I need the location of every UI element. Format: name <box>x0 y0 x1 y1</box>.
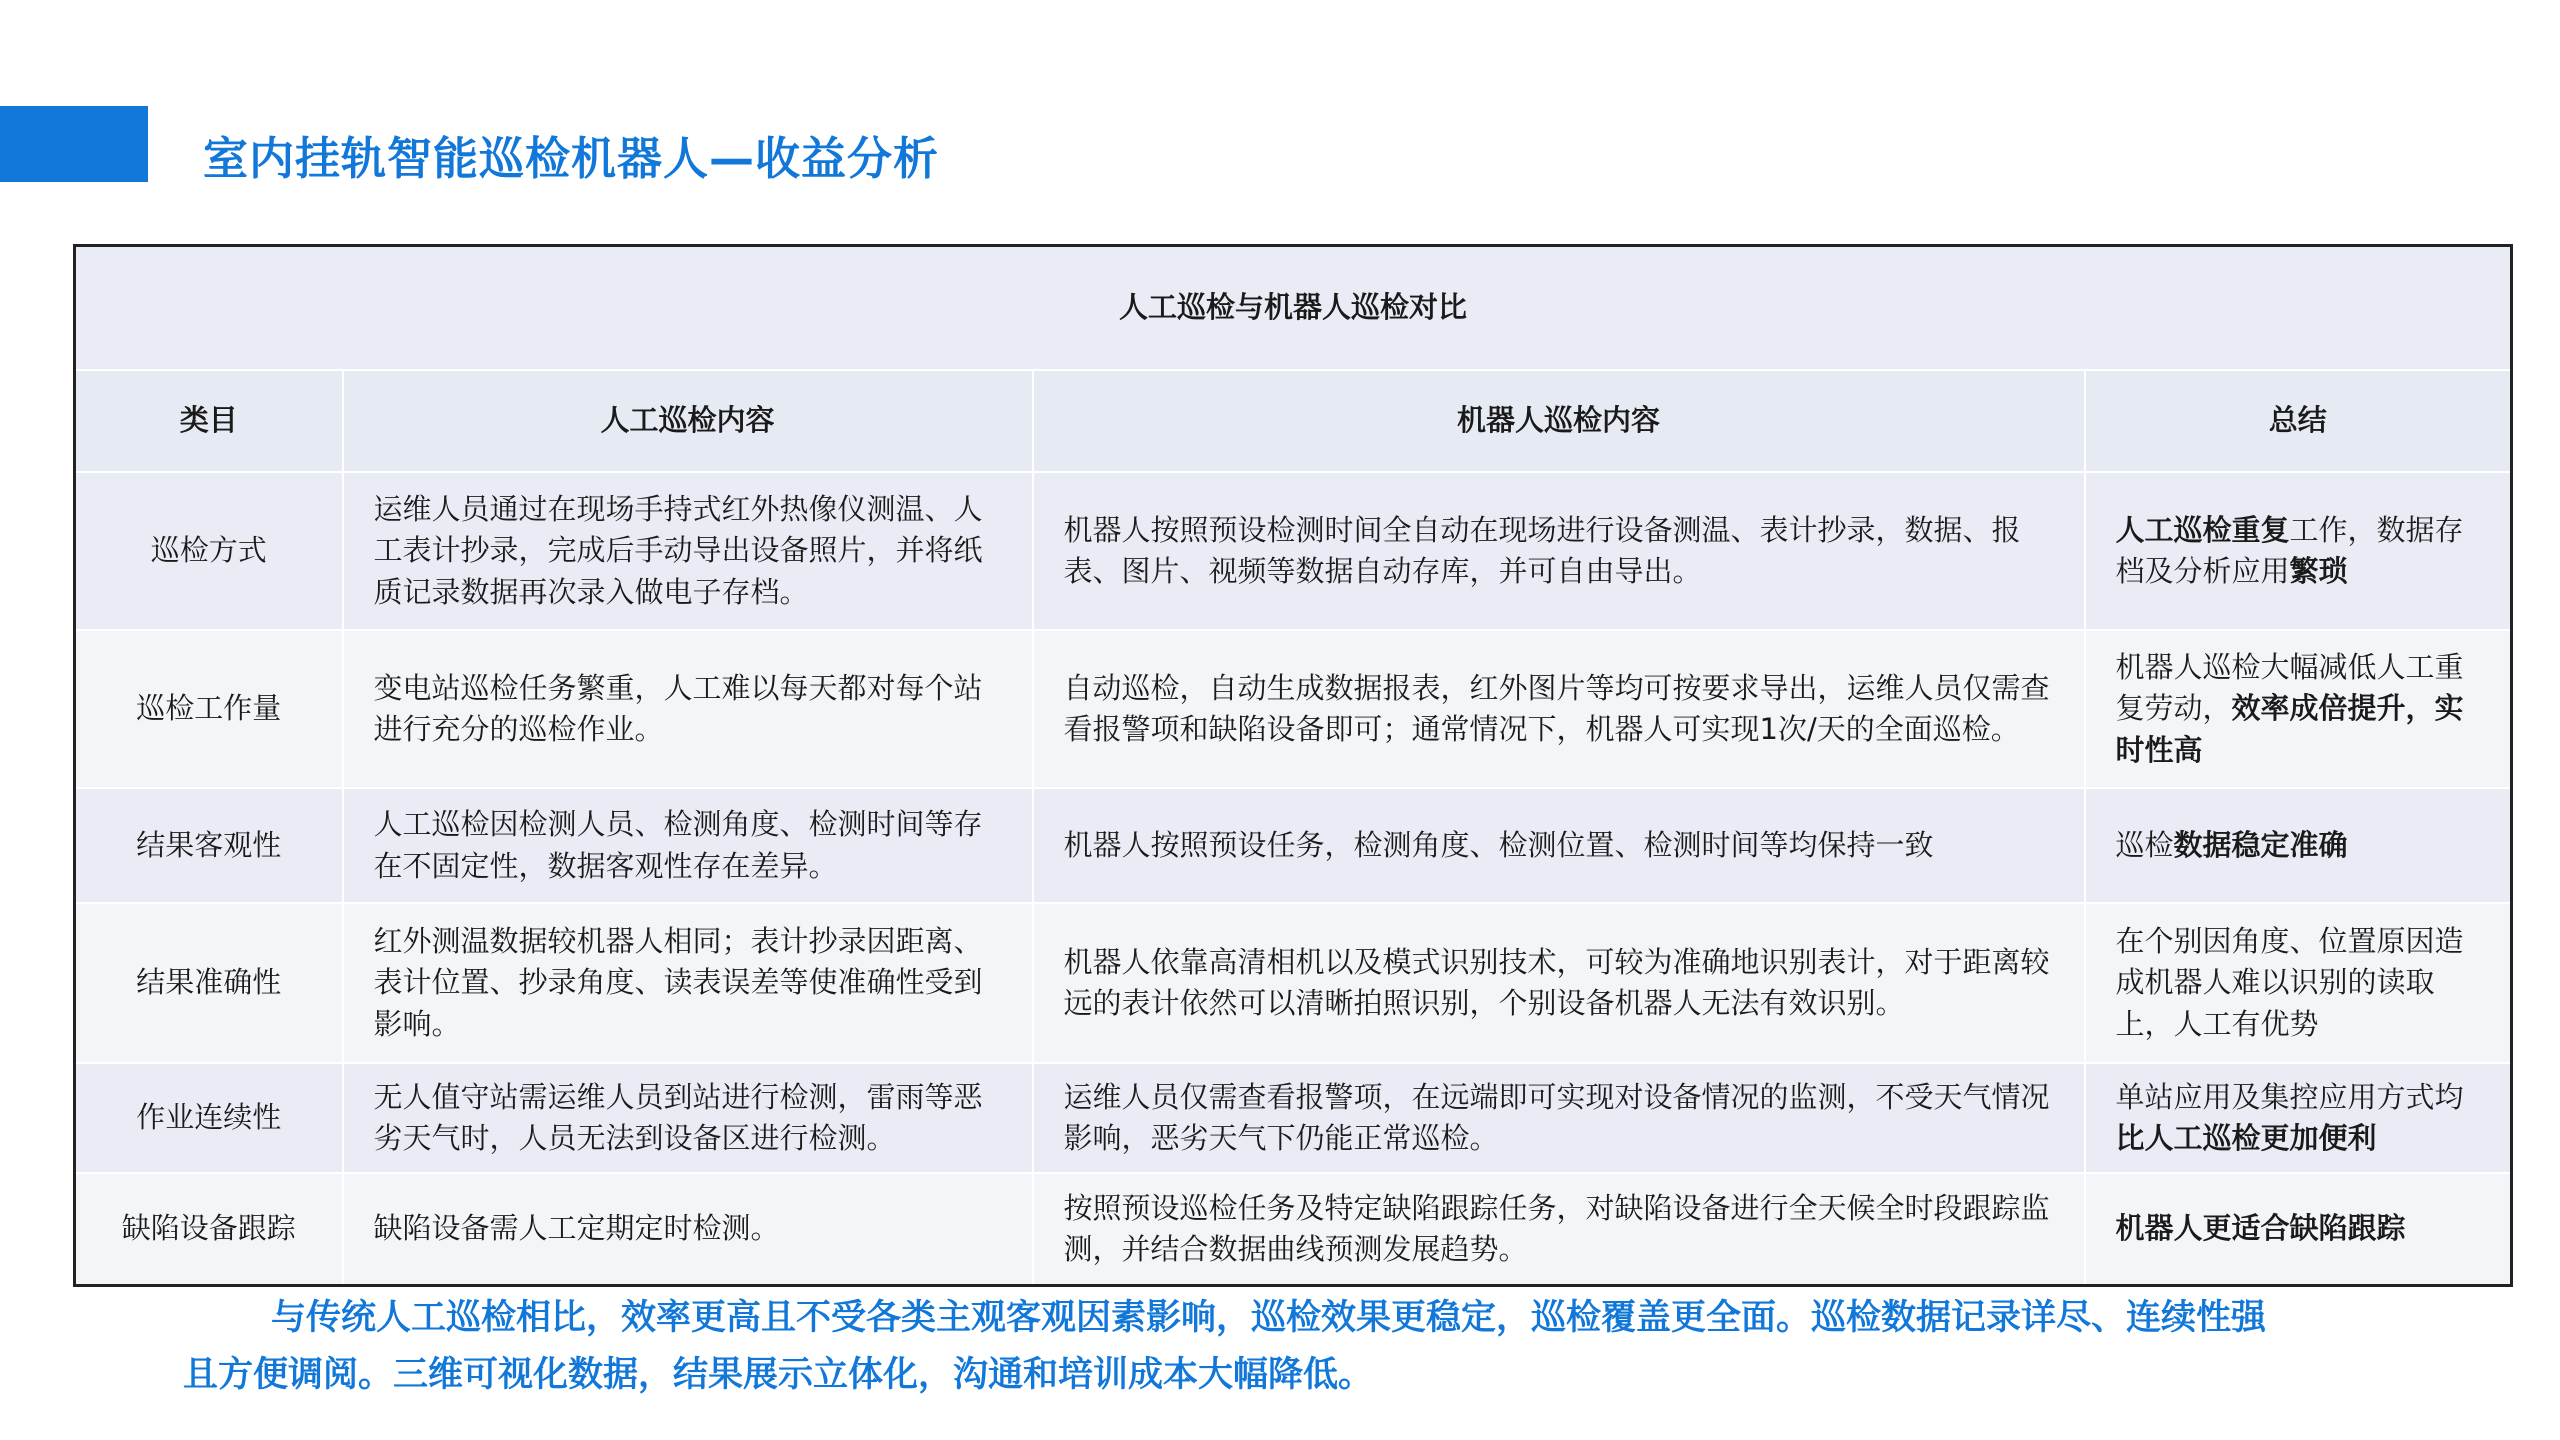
table-body <box>75 472 2512 1285</box>
row-summary <box>2085 1063 2512 1173</box>
summary-text: 单站应用及集控应用方式均 <box>2115 1079 2464 1114</box>
row-manual-content: 缺陷设备需人工定期定时检测。 <box>343 1173 1033 1285</box>
conclusion-line-1: 与传统人工巡检相比，效率更高且不受各类主观客观因素影响，巡检效果更稳定，巡检覆盖更全面。巡检数据记录详尽、连续性强 <box>271 1298 2267 1338</box>
header-manual: 人工巡检内容 <box>343 370 1033 472</box>
summary-emphasis: 繁琐 <box>2289 554 2348 588</box>
comparison-table <box>73 244 2513 1287</box>
table-row <box>75 630 2512 788</box>
header-summary: 总结 <box>2085 370 2512 472</box>
table-row <box>75 788 2512 903</box>
row-robot-content: 机器人按照预设检测时间全自动在现场进行设备测温、表计抄录，数据、报表、图片、视频等数据自动存库，并可自由导出。 <box>1033 472 2085 630</box>
summary-emphasis: 数据稳定准确 <box>2173 827 2348 862</box>
row-category: 巡检工作量 <box>75 630 343 788</box>
summary-emphasis: 比人工巡检更加便利 <box>2115 1121 2377 1155</box>
summary-text: 机器人巡检大幅减低人工重复劳动， <box>2115 650 2464 726</box>
header-robot: 机器人巡检内容 <box>1033 370 2085 472</box>
row-category: 作业连续性 <box>75 1063 343 1173</box>
summary-text: 工作，数据存档及分析应用 <box>2115 512 2464 588</box>
row-manual-content: 无人值守站需运维人员到站进行检测，雷雨等恶劣天气时，人员无法到设备区进行检测。 <box>343 1063 1033 1173</box>
row-category: 巡检方式 <box>75 472 343 630</box>
row-summary <box>2085 472 2512 630</box>
row-robot-content: 按照预设巡检任务及特定缺陷跟踪任务，对缺陷设备进行全天候全时段跟踪监测，并结合数据曲线预测发展趋势。 <box>1033 1173 2085 1285</box>
table-row <box>75 1173 2512 1285</box>
row-robot-content: 自动巡检，自动生成数据报表，红外图片等均可按要求导出，运维人员仅需查看报警项和缺陷设备即可；通常情况下，机器人可实现1次/天的全面巡检。 <box>1033 630 2085 788</box>
row-manual-content: 红外测温数据较机器人相同；表计抄录因距离、表计位置、抄录角度、读表误差等使准确性受到影响。 <box>343 903 1033 1063</box>
summary-emphasis: 机器人更适合缺陷跟踪 <box>2115 1211 2406 1246</box>
row-summary <box>2085 788 2512 903</box>
summary-text: 巡检 <box>2115 827 2174 862</box>
summary-emphasis: 人工巡检重复 <box>2115 512 2290 547</box>
header-category: 类目 <box>75 370 343 472</box>
row-manual-content: 运维人员通过在现场手持式红外热像仪测温、人工表计抄录，完成后手动导出设备照片，并将纸质记录数据再次录入做电子存档。 <box>343 472 1033 630</box>
row-summary <box>2085 1173 2512 1285</box>
row-category: 缺陷设备跟踪 <box>75 1173 343 1285</box>
row-manual-content: 人工巡检因检测人员、检测角度、检测时间等存在不固定性，数据客观性存在差异。 <box>343 788 1033 903</box>
page-title: 室内挂轨智能巡检机器人—收益分析 <box>203 132 940 185</box>
table-row <box>75 472 2512 630</box>
table-row <box>75 903 2512 1063</box>
row-category: 结果准确性 <box>75 903 343 1063</box>
row-manual-content: 变电站巡检任务繁重，人工难以每天都对每个站进行充分的巡检作业。 <box>343 630 1033 788</box>
summary-text: 在个别因角度、位置原因造成机器人难以识别的读取上，人工有优势 <box>2115 924 2464 1041</box>
row-robot-content: 机器人按照预设任务，检测角度、检测位置、检测时间等均保持一致 <box>1033 788 2085 903</box>
table-caption: 人工巡检与机器人巡检对比 <box>75 246 2512 371</box>
row-category: 结果客观性 <box>75 788 343 903</box>
table-caption-row <box>75 246 2512 371</box>
row-robot-content: 机器人依靠高清相机以及模式识别技术，可较为准确地识别表计，对于距离较远的表计依然可以清晰拍照识别，个别设备机器人无法有效识别。 <box>1033 903 2085 1063</box>
summary-emphasis: 效率成倍提升，实时性高 <box>2115 691 2464 767</box>
table-header-row <box>75 370 2512 472</box>
conclusion-line-2: 且方便调阅。三维可视化数据，结果展示立体化，沟通和培训成本大幅降低。 <box>183 1355 1374 1395</box>
table-row <box>75 1063 2512 1173</box>
title-accent-bar <box>0 106 148 182</box>
row-summary <box>2085 903 2512 1063</box>
row-robot-content: 运维人员仅需查看报警项，在远端即可实现对设备情况的监测，不受天气情况影响，恶劣天气下仍能正常巡检。 <box>1033 1063 2085 1173</box>
row-summary <box>2085 630 2512 788</box>
conclusion-text <box>183 1290 2443 1404</box>
